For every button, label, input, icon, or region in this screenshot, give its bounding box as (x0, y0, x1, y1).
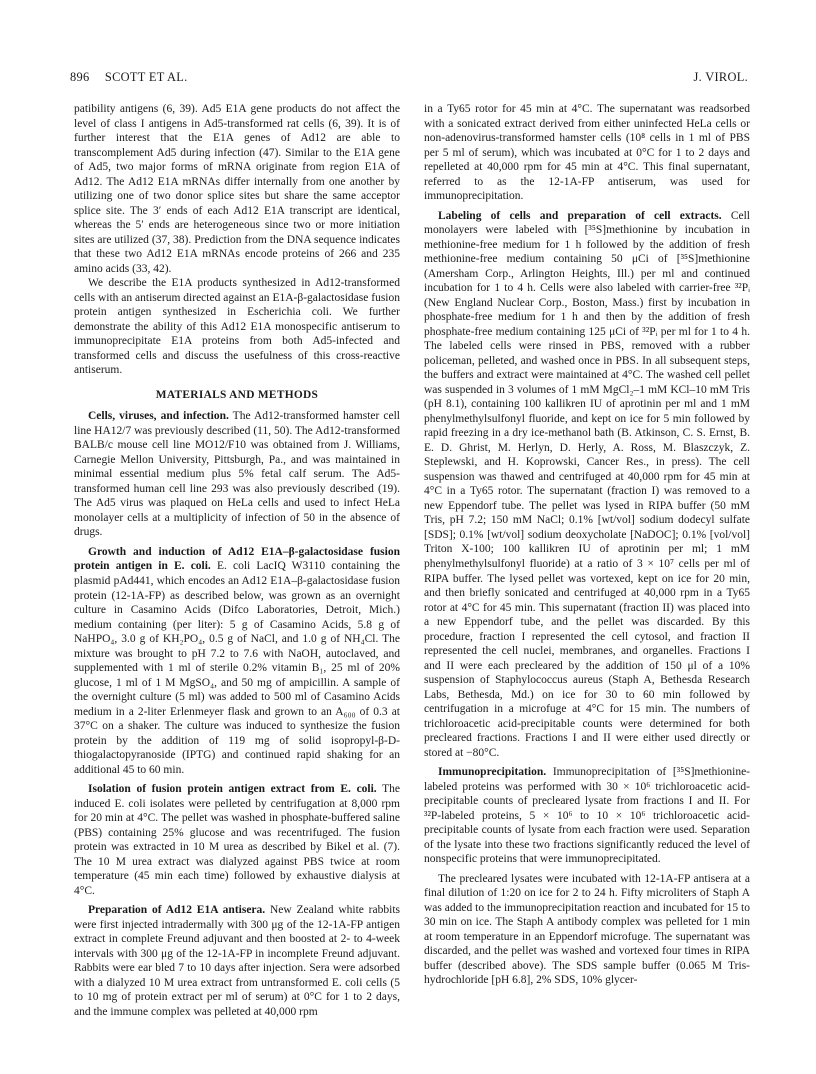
right-column (424, 102, 750, 988)
paragraph-growth (74, 545, 400, 777)
paragraph-immunoprecipitation-text: Immunoprecipitation of [³⁵S]methionine-labeled proteins was performed with 30 × 10⁶ trichloroacetic acid-precipitable counts of precleared lysate from fractions I and II. For ³²P-labeled proteins, 5 × 10⁶ to 10 × 10⁶ trichloroacetic acid-precipitable counts of lysate from each fraction were used. Separation of the lysate into these two fractions significantly reduced the level of nonspecific proteins that were immunoprecipitated. (424, 766, 750, 866)
paragraph-growth-text: E. coli LacIQ W3110 containing the plasmid pAd441, which encodes an Ad12 E1A–β-galactosidase fusion protein (12-1A-FP) as described below, was grown as an overnight culture in Casamino Acids (Difco Laboratories, Detroit, Mich.) medium containing (per liter): 5 g of Casamino Acids, 5.8 g of NaHPO₄, 3.0 g of KH₂PO₄, 0.5 g of NaCl, and 1.0 g of NH₄Cl. The mixture was brought to pH 7.2 to 7.6 with NaOH, autoclaved, and supplemented with 1 ml of sterile 0.2% vitamin B₁, 25 ml of 20% glucose, 1 ml of 1 M MgSO₄, and 50 mg of ampicillin. A sample of the overnight culture (5 ml) was added to 500 ml of Casamino Acids medium in a 2-liter Erlenmeyer flask and grown to an A₆₀₀ of 0.3 at 37°C on a shaker. The culture was induced to synthesize the fusion protein by the addition of 119 mg of solid isopropyl-β-D-thiogalactopyranoside (IPTG) and continued rapid shaking for an additional 45 to 60 min. (74, 560, 400, 776)
paragraph-labeling (424, 209, 750, 761)
intro-paragraph-continued: patibility antigens (6, 39). Ad5 E1A gene products do not affect the level of class I antigens in Ad5-transformed rat cells (6, 39). It is of further interest that the E1A genes of Ad12 are able to transcomplement Ad5 during infection (47). Similar to the E1A gene of Ad5, two major forms of mRNA originate from region E1A of Ad12. The Ad12 E1A mRNAs differ internally from one another by utilizing one of two donor splice sites but share the same acceptor splice site. The 3′ ends of each Ad12 E1A transcript are identical, whereas the 5′ ends are heterogeneous since two or more initiation sites are utilized (37, 38). Prediction from the DNA sequence indicates that these two Ad12 E1A mRNAs encode proteins of 266 and 235 amino acids (33, 42). (74, 103, 400, 275)
run-in-heading-antisera: Preparation of Ad12 E1A antisera. (88, 904, 266, 917)
run-in-heading-cells: Cells, viruses, and infection. (88, 410, 229, 423)
run-in-heading-isolation: Isolation of fusion protein antigen extract from E. coli. (88, 783, 377, 796)
section-heading-methods: MATERIALS AND METHODS (155, 388, 319, 401)
running-head (70, 70, 748, 86)
run-in-heading-growth: Growth and induction of Ad12 E1A–β-galactosidase fusion protein antigen in E. coli. (74, 545, 400, 573)
paragraph-immunoprecipitation (424, 765, 750, 867)
running-head-left (70, 70, 200, 85)
paragraph-lysate-incubation: The precleared lysates were incubated with 12-1A-FP antisera at a final dilution of 1:20 on ice for 2 to 24 h. Fifty microliters of Staph A was added to the immunoprecipitation reaction and incubated for 15 to 30 min on ice. The Staph A antibody complex was pelleted for 1 min at room temperature in an Eppendorf microfuge. The supernatant was discarded, and the pellet was washed and vortexed four times in RIPA buffer (described above). The SDS sample buffer (0.065 M Tris-hydrochloride [pH 6.8], 2% SDS, 10% glycer- (424, 872, 750, 987)
run-in-heading-immunoprecipitation: Immunoprecipitation. (438, 766, 547, 779)
paragraph-antisera-text: New Zealand white rabbits were first injected intradermally with 300 μg of the 12-1A-FP antigen extract in complete Freund adjuvant and then boosted at 2- to 4-week intervals with 300 μg of the 12-1A-FP in incomplete Freund adjuvant. Rabbits were ear bled 7 to 10 days after injection. Sera were adsorbed with a dialyzed 10 M urea extract from untransformed E. coli cells (5 to 10 mg of protein extract per ml of serum) at 0°C for 1 to 2 days, and the immune complex was pelleted at 40,000 rpm (74, 904, 400, 1018)
left-column (74, 102, 400, 1019)
paragraph-labeling-text: Cell monolayers were labeled with [³⁵S]methionine by incubation in methionine-free medium for 1 h followed by the addition of fresh methionine-free medium containing 50 μCi of [³⁵S]methionine (Amersham Corp., Arlington Heights, Ill.) per ml and continued incubation for 1 to 4 h. Cells were also labeled with carrier-free ³²Pᵢ (New England Nuclear Corp., Boston, Mass.) first by incubation in phosphate-free medium for 1 h and then by the addition of fresh phosphate-free medium containing 125 μCi of ³²Pᵢ per ml for 1 to 4 h. The labeled cells were rinsed in PBS, removed with a rubber policeman, pelleted, and washed once in PBS. In all subsequent steps, the buffers and extract were maintained at 4°C. The washed cell pellet was suspended in 3 volumes of 1 mM MgCl₂–1 mM KCl–10 mM Tris (pH 8.1), containing 100 kallikren IU of aprotinin per ml and 1 mM phenylmethylsulfonyl fluoride, and kept on ice for 5 min followed by rapid freezing in a dry ice-methanol bath (B. Atkinson, C. S. Ernst, B. E. D. Ghrist, M. Herlyn, D. Herly, A. Ross, M. Blaszczyk, Z. Steplewski, and H. Koprowski, Cancer Res., in press). The cell suspension was thawed and centrifuged at 40,000 rpm for 45 min at 4°C in a Ty65 rotor. The supernatant (fraction I) was removed to a new Eppendorf tube. The pellet was lysed in RIPA buffer (50 mM Tris, pH 7.2; 150 mM NaCl; 0.1% [wt/vol] sodium dodecyl sulfate [SDS]; 0.1% [wt/vol] sodium deoxycholate [NaDOC]; 0.1% [vol/vol] Triton X-100; 100 kallikren IU of aprotinin per ml; 1 mM phenylmethylsulfonyl fluoride) at a ratio of 3 × 10⁷ cells per ml of RIPA buffer. The lysed pellet was vortexed, kept on ice for 20 min, and then briefly sonicated and centrifuged at 40,000 rpm in a Ty65 rotor at 4°C for 45 min. This supernatant (fraction II) was placed into a new Eppendorf tube, and the pellet was discarded. By this procedure, fraction I represented the cell cytosol, and fraction II represented the cell nuclei, membranes, and organelles. Fractions I and II were each precleared by the addition of 150 μl of a 10% suspension of Staphylococcus aureus (Staph A, Bethesda Research Labs, Bethesda, Md.) on ice for 30 to 60 min followed by centrifugation in a microfuge at 4°C for 15 min. The numbers of trichloroacetic acid-precipitable counts were determined for both precleared fractions. Fractions I and II were either used directly or stored at −80°C. (424, 209, 751, 759)
running-authors: SCOTT ET AL. (104, 70, 188, 84)
paragraph-isolation (74, 782, 400, 898)
paragraph-antisera-continued: in a Ty65 rotor for 45 min at 4°C. The supernatant was readsorbed with a sonicated extract derived from either uninfected HeLa cells or non-adenovirus-transformed hamster cells (10⁸ cells in 1 ml of PBS per 5 ml of serum), which was incubated at 0°C for 1 to 2 days and repelleted at 40,000 rpm for 45 min at 4°C. This final supernatant, referred to as the 12-1A-FP antiserum, was used for immunoprecipitation. (424, 103, 750, 203)
page-number: 896 (70, 70, 90, 84)
journal-name: J. VIROL. (693, 70, 748, 84)
run-in-heading-labeling: Labeling of cells and preparation of cell extracts. (438, 209, 722, 222)
intro-paragraph-2: We describe the E1A products synthesized in Ad12-transformed cells with an antiserum directed against an E1A-β-galactosidase fusion protein antigen synthesized in Escherichia coli. We further demonstrate the ability of this Ad12 E1A monospecific antiserum to immunoprecipitate E1A proteins from both Ad5-infected and transformed cells and discuss the usefulness of this cross-reactive antiserum. (74, 277, 400, 377)
paragraph-antisera (74, 903, 400, 1019)
paragraph-cells-text: The Ad12-transformed hamster cell line HA12/7 was previously described (11, 50). The Ad12-transformed BALB/c mouse cell line MO12/F10 was obtained from J. Williams, Carnegie Mellon University, Pittsburgh, Pa., and was maintained in minimal essential medium plus 5% fetal calf serum. The Ad5-transformed human cell line 293 was also previously described (19). The Ad5 virus was plaqued on HeLa cells and used to infect HeLa monolayer cells at a multiplicity of infection of 50 in the absence of drugs. (74, 410, 400, 539)
paragraph-isolation-text: The induced E. coli isolates were pelleted by centrifugation at 8,000 rpm for 20 min at 4°C. The pellet was washed in phosphate-buffered saline (PBS) containing 25% glucose and was recentrifuged. The fusion protein was extracted in 10 M urea as described by Bikel et al. (7). The 10 M urea extract was dialyzed against PBS twice at room temperature (45 min each time) followed by exhaustive dialysis at 4°C. (74, 783, 400, 897)
paragraph-cells (74, 409, 400, 540)
